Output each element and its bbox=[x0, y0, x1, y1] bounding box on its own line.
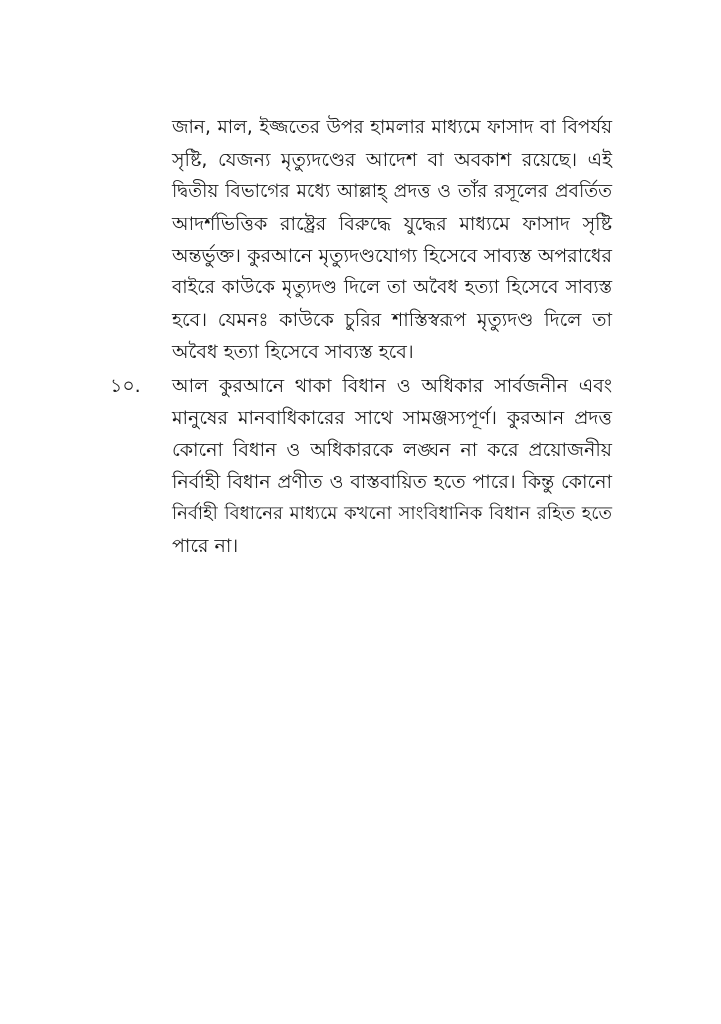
text-line: বাইরে কাউকে মৃত্যুদণ্ড দিলে তা অবৈধ হত্যা হিসেবে সাব্যস্ত bbox=[172, 277, 612, 298]
text-line: আদর্শভিত্তিক রাষ্ট্রের বিরুদ্ধে যুদ্ধের মাধ্যমে ফাসাদ সৃষ্টি bbox=[172, 213, 612, 235]
text-line: নির্বাহী বিধান প্রণীত ও বাস্তবায়িত হতে পারে। কিন্তু কোনো bbox=[172, 471, 612, 493]
paragraph-continuation bbox=[172, 112, 612, 368]
text-line: মানুষের মানবাধিকারের সাথে সামঞ্জস্যপূর্ণ। কুরআন প্রদত্ত bbox=[172, 407, 612, 429]
text-line: অবৈধ হত্যা হিসেবে সাব্যস্ত হবে। bbox=[172, 341, 414, 363]
text-line: সৃষ্টি, যেজন্য মৃত্যুদণ্ডের আদেশ বা অবকাশ রয়েছে। এই bbox=[172, 149, 612, 171]
text-line: অন্তর্ভুক্ত। কুরআনে মৃত্যুদণ্ডযোগ্য হিসেবে সাব্যস্ত অপরাধের bbox=[172, 245, 612, 267]
text-line: হবে। যেমনঃ কাউকে চুরির শাস্তিস্বরূপ মৃত্যুদণ্ড দিলে তা bbox=[172, 309, 612, 331]
text-line: নির্বাহী বিধানের মাধ্যমে কখনো সাংবিধানিক বিধান রহিত হতে bbox=[172, 503, 612, 524]
text-line: দ্বিতীয় বিভাগের মধ্যে আল্লাহ্‌ প্রদত্ত ও তাঁর রসূলের প্রবর্তিত bbox=[172, 181, 612, 202]
list-item-text bbox=[172, 370, 612, 562]
list-item-number: ১০. bbox=[110, 375, 141, 397]
text-line: জান, মাল, ইজ্জতের উপর হামলার মাধ্যমে ফাসাদ বা বিপর্যয় bbox=[172, 117, 612, 138]
text-line: আল কুরআনে থাকা বিধান ও অধিকার সার্বজনীন এবং bbox=[172, 375, 612, 397]
text-line: কোনো বিধান ও অধিকারকে লঙ্ঘন না করে প্রয়োজনীয় bbox=[172, 439, 612, 461]
text-line: পারে না। bbox=[172, 535, 239, 557]
